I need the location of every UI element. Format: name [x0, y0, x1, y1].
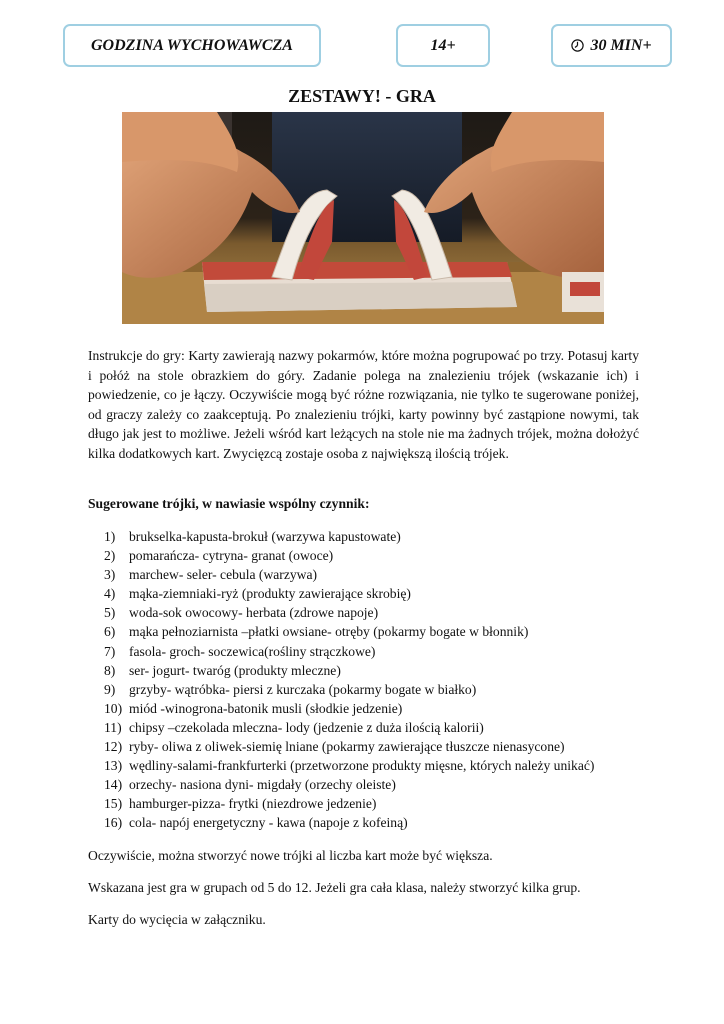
cards-paragraph: Karty do wycięcia w załączniku.: [88, 912, 266, 927]
triples-list: [104, 527, 594, 833]
list-item: 5) woda-sok owocowy- herbata (zdrowe napoje): [104, 605, 379, 621]
list-item: 6) mąka pełnoziarnista –płatki owsiane- otręby (pokarmy bogate w błonnik): [104, 624, 529, 640]
subject-badge: [63, 24, 321, 67]
list-item: 14) orzechy- nasiona dyni- migdały (orzechy oleiste): [104, 777, 396, 793]
instructions-paragraph: Instrukcje do gry: Karty zawierają nazwy pokarmów, które można pogrupować po trzy. Potasuj karty i połóż na stole obrazkiem do góry. Zadanie polega na znalezieniu trójek (wskazanie ich) i powiedzenie, co je łączy. Oczywiście mogą być różne rozwiązania, nie tylko te sugerowane poniżej, od graczy zależy co zaakceptują. Po znalezieniu trójki, karty powinny być zastąpione nowymi, tak długo jak jest to możliwe. Jeżeli wśród kart leżących na stole nie ma żadnych trójek, można dołożyć kilka dodatkowych kart. Zwycięzcą zostaje osoba z największą ilością trójek.: [88, 348, 639, 461]
list-item: 1) brukselka-kapusta-brokuł (warzywa kapustowate): [104, 529, 401, 544]
list-item: 11) chipsy –czekolada mleczna- lody (jedzenie z duża ilością kalorii): [104, 719, 484, 735]
time-label: 30 MIN+: [590, 36, 652, 54]
page-title: ZESTAWY! - GRA: [288, 86, 436, 106]
groups-paragraph: Wskazana jest gra w grupach od 5 do 12. Jeżeli gra cała klasa, należy stworzyć kilka grup.: [88, 880, 581, 895]
list-item: 9) grzyby- wątróbka- piersi z kurczaka (pokarmy bogate w białko): [104, 681, 477, 697]
triples-heading: Sugerowane trójki, w nawiasie wspólny czynnik:: [88, 496, 370, 511]
subject-label: GODZINA WYCHOWAWCZA: [91, 36, 293, 54]
list-item: 16) cola- napój energetyczny - kawa (napoje z kofeiną): [104, 815, 408, 831]
age-badge: [396, 24, 490, 67]
list-item: 8) ser- jogurt- twaróg (produkty mleczne): [104, 662, 341, 678]
list-item: 4) mąka-ziemniaki-ryż (produkty zawierające skrobię): [104, 586, 411, 602]
list-item: 15) hamburger-pizza- frytki (niezdrowe jedzenie): [104, 796, 377, 812]
list-item: 10) miód -winogrona-batonik musli (słodkie jedzenie): [104, 700, 403, 716]
list-item: 3) marchew- seler- cebula (warzywa): [104, 567, 318, 583]
time-badge: [551, 24, 672, 67]
list-item: 13) wędliny-salami-frankfurterki (przetworzone produkty mięsne, których należy unikać): [104, 758, 595, 774]
card-shuffle-photo: [122, 112, 604, 324]
list-item: 12) ryby- oliwa z oliwek-siemię lniane (pokarmy zawierające tłuszcze nienasycone): [104, 739, 565, 755]
age-label: 14+: [430, 36, 456, 54]
note-paragraph: Oczywiście, można stworzyć nowe trójki al liczba kart może być większa.: [88, 848, 493, 863]
list-item: 2) pomarańcza- cytryna- granat (owoce): [104, 548, 334, 564]
list-item: 7) fasola- groch- soczewica(rośliny strączkowe): [104, 643, 376, 659]
clock-icon: [571, 39, 584, 52]
